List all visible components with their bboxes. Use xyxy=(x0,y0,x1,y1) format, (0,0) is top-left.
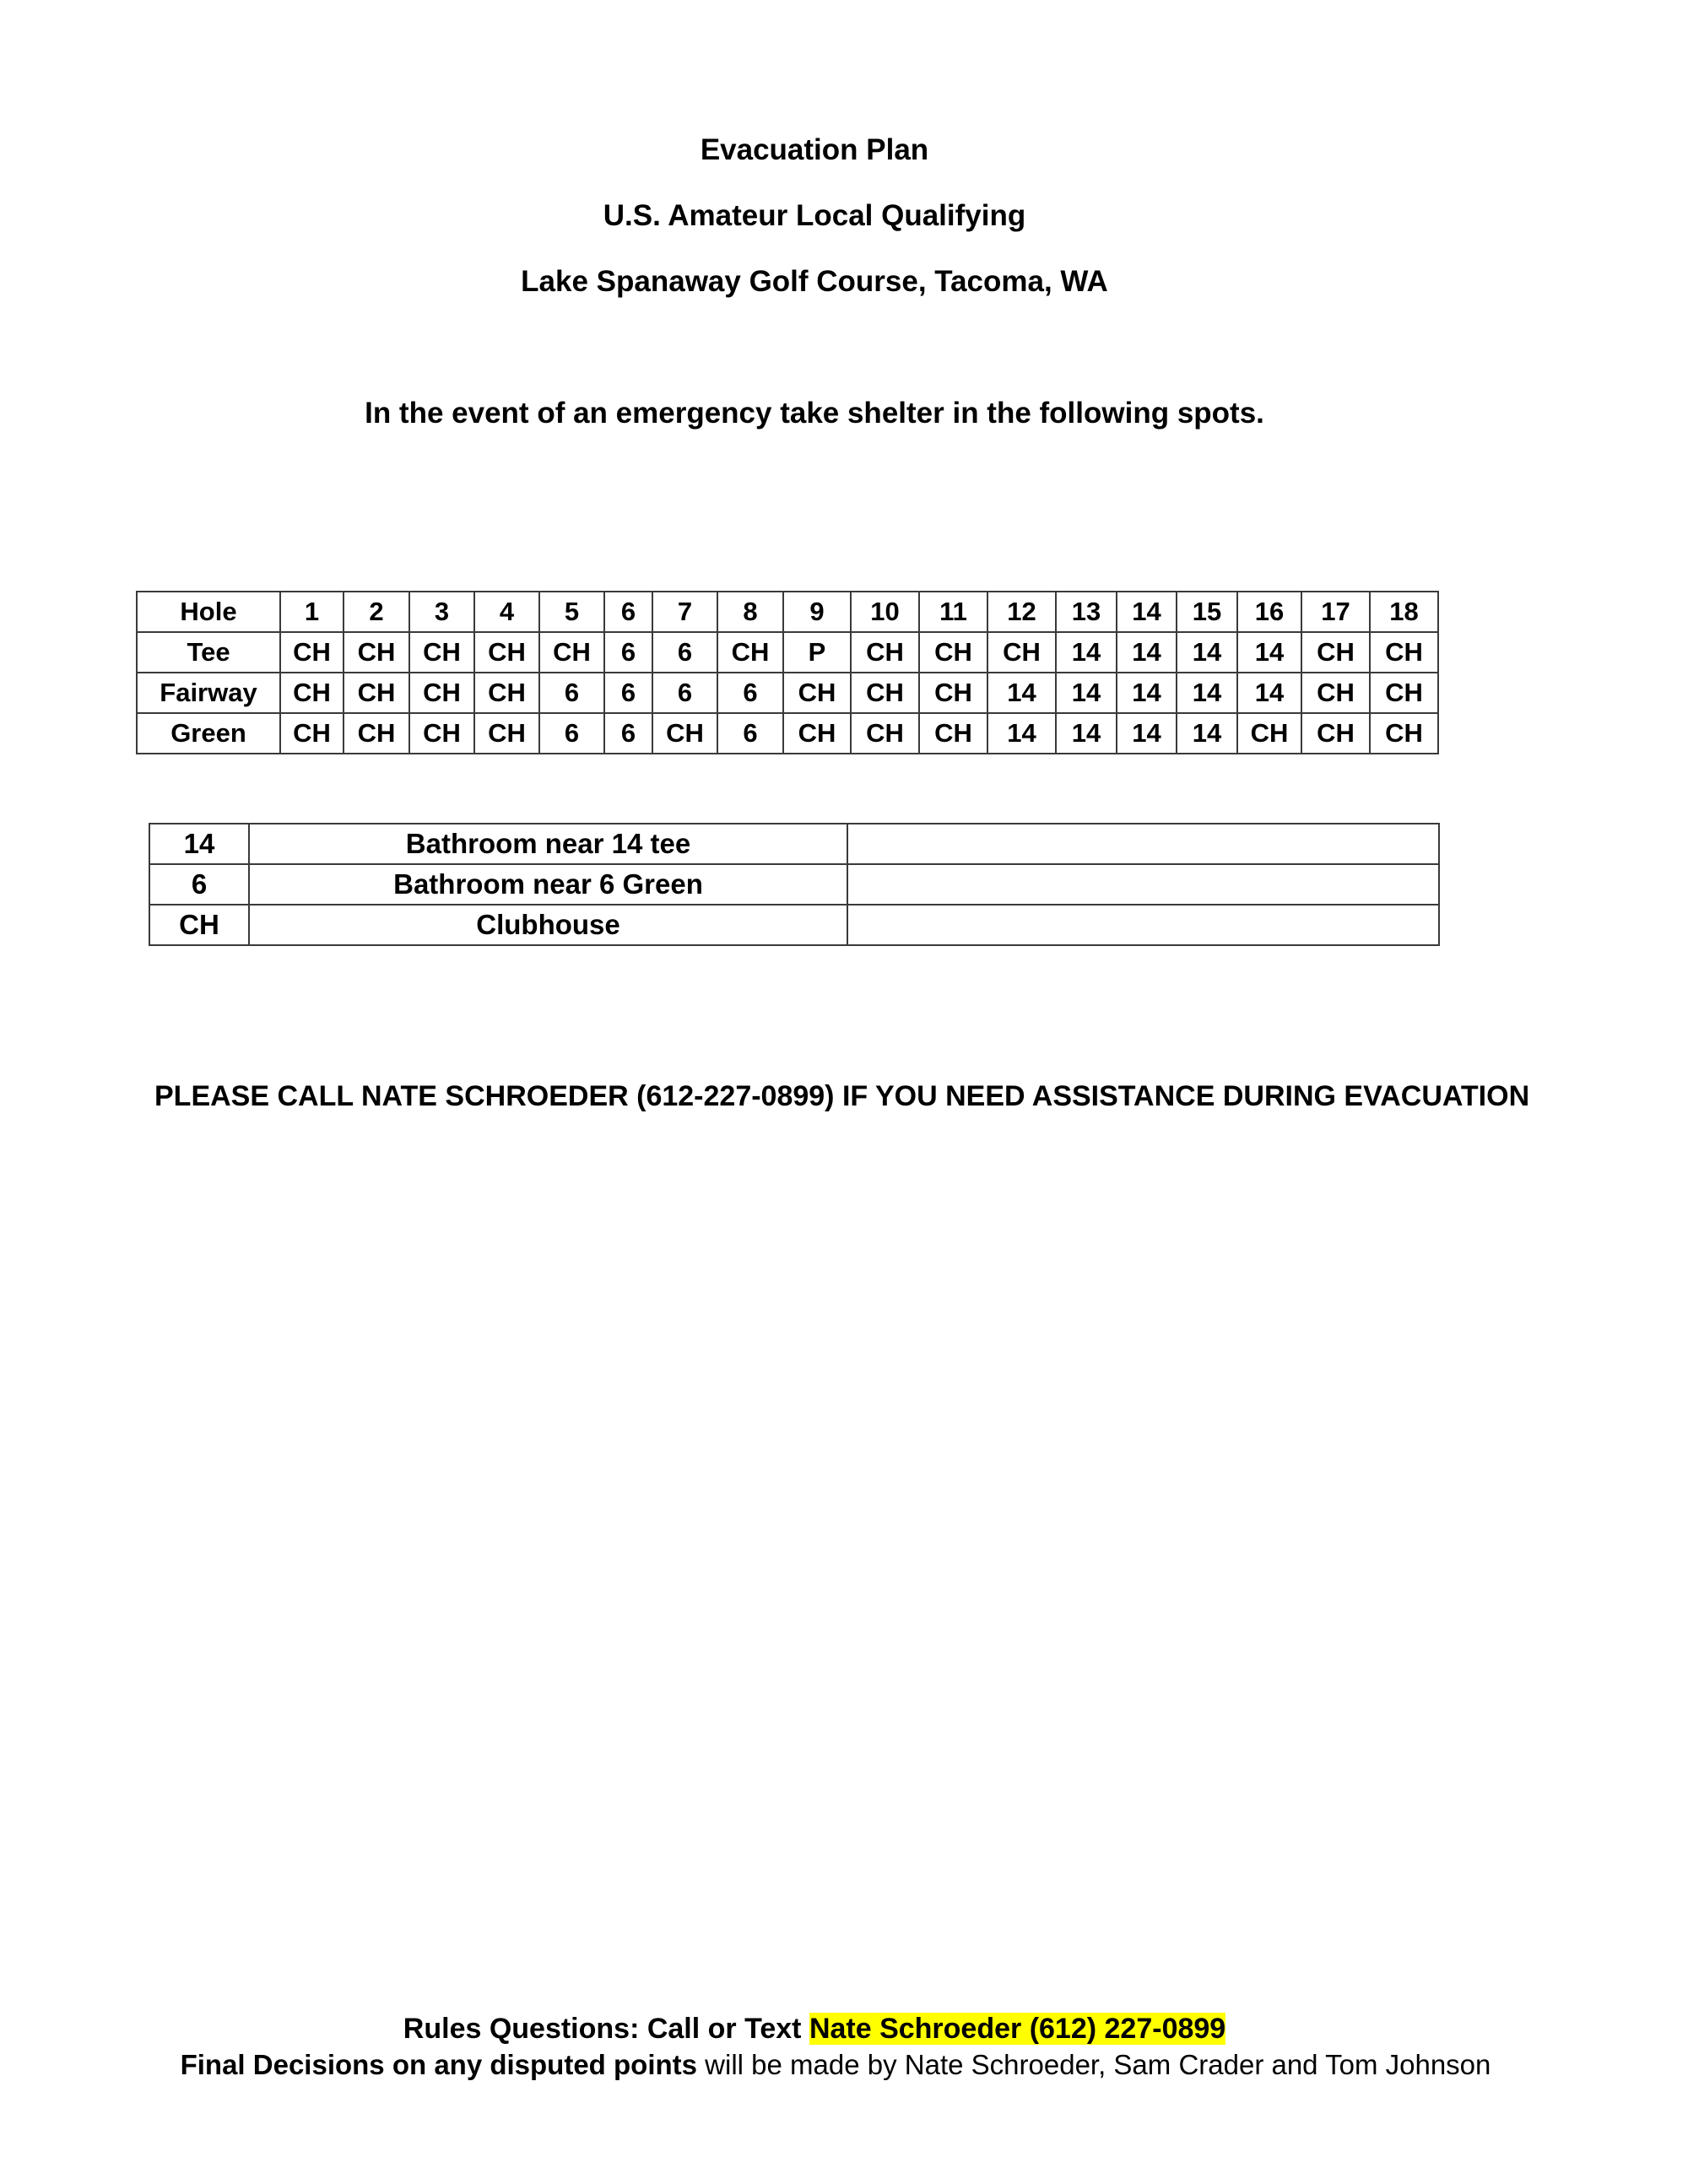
table-cell: CH xyxy=(344,673,409,713)
event-name: U.S. Amateur Local Qualifying xyxy=(603,199,1026,232)
table-cell: 14 xyxy=(987,713,1056,754)
table-cell: 7 xyxy=(652,592,717,632)
table-cell: 14 xyxy=(1237,632,1301,673)
table-cell xyxy=(847,864,1439,905)
table-cell: Bathroom near 6 Green xyxy=(249,864,847,905)
table-cell: 6 xyxy=(604,673,652,713)
rules-contact-highlight: Nate Schroeder (612) 227-0899 xyxy=(809,2013,1226,2045)
table-cell: CH xyxy=(344,713,409,754)
rules-prefix: Rules Questions: Call or Text xyxy=(403,2013,809,2045)
table-cell: 14 xyxy=(1177,632,1237,673)
shelter-instruction: In the event of an emergency take shelter in the following spots. xyxy=(365,397,1264,430)
table-cell: Bathroom near 14 tee xyxy=(249,824,847,864)
table-cell: 15 xyxy=(1177,592,1237,632)
table-cell: 14 xyxy=(1117,673,1177,713)
table-cell: 6 xyxy=(604,713,652,754)
table-row xyxy=(137,713,1438,754)
table-cell: 6 xyxy=(652,632,717,673)
table-cell: 14 xyxy=(1056,632,1117,673)
table-cell: 14 xyxy=(1056,713,1117,754)
table-cell: CH xyxy=(919,673,987,713)
table-cell: CH xyxy=(280,713,344,754)
table-cell: 14 xyxy=(149,824,249,864)
table-cell: CH xyxy=(280,632,344,673)
table-cell: CH xyxy=(987,632,1056,673)
table-cell: 4 xyxy=(474,592,539,632)
table-cell: CH xyxy=(851,632,919,673)
table-cell: CH xyxy=(539,632,604,673)
rules-questions-line xyxy=(0,2013,1629,2046)
legend-row xyxy=(149,824,1439,864)
table-cell: 16 xyxy=(1237,592,1301,632)
table-cell: 6 xyxy=(604,592,652,632)
table-cell: 12 xyxy=(987,592,1056,632)
table-cell: 14 xyxy=(1117,632,1177,673)
table-cell: Hole xyxy=(137,592,280,632)
table-cell: CH xyxy=(1370,632,1438,673)
table-cell: 14 xyxy=(1056,673,1117,713)
shelter-legend-table xyxy=(149,823,1440,946)
table-cell: CH xyxy=(1301,713,1370,754)
table-cell: 14 xyxy=(987,673,1056,713)
table-cell: CH xyxy=(1370,673,1438,713)
table-cell xyxy=(847,824,1439,864)
table-cell: 14 xyxy=(1117,713,1177,754)
table-cell: CH xyxy=(919,713,987,754)
table-cell: P xyxy=(783,632,851,673)
table-cell: CH xyxy=(717,632,783,673)
table-cell: 6 xyxy=(149,864,249,905)
table-row xyxy=(137,632,1438,673)
table-cell: Green xyxy=(137,713,280,754)
table-cell: 14 xyxy=(1177,673,1237,713)
table-cell: 13 xyxy=(1056,592,1117,632)
legend-row xyxy=(149,864,1439,905)
table-cell: 6 xyxy=(717,713,783,754)
table-cell: 17 xyxy=(1301,592,1370,632)
table-cell: 6 xyxy=(604,632,652,673)
table-cell: 3 xyxy=(409,592,474,632)
final-decisions-line xyxy=(0,2049,1671,2081)
final-decisions-rest: will be made by Nate Schroeder, Sam Crader and Tom Johnson xyxy=(697,2049,1491,2080)
table-cell: CH xyxy=(783,673,851,713)
table-cell: 1 xyxy=(280,592,344,632)
table-cell: 11 xyxy=(919,592,987,632)
table-cell: CH xyxy=(344,632,409,673)
table-cell: 2 xyxy=(344,592,409,632)
table-cell: Clubhouse xyxy=(249,905,847,945)
table-cell: CH xyxy=(1237,713,1301,754)
table-cell: CH xyxy=(474,673,539,713)
table-cell: CH xyxy=(280,673,344,713)
table-cell: CH xyxy=(409,673,474,713)
assistance-notice: PLEASE CALL NATE SCHROEDER (612-227-0899) IF YOU NEED ASSISTANCE DURING EVACUATION xyxy=(154,1080,1530,1112)
shelter-by-hole-table xyxy=(136,591,1439,754)
table-row xyxy=(137,592,1438,632)
final-decisions-bold: Final Decisions on any disputed points xyxy=(180,2049,697,2080)
table-cell: Fairway xyxy=(137,673,280,713)
table-cell: 5 xyxy=(539,592,604,632)
table-cell: 6 xyxy=(717,673,783,713)
table-cell: Tee xyxy=(137,632,280,673)
document-title: Evacuation Plan xyxy=(700,133,929,166)
table-row xyxy=(137,673,1438,713)
table-cell: 6 xyxy=(539,713,604,754)
table-cell: CH xyxy=(1370,713,1438,754)
table-cell: 6 xyxy=(652,673,717,713)
table-cell: 18 xyxy=(1370,592,1438,632)
table-cell: 8 xyxy=(717,592,783,632)
table-cell: CH xyxy=(851,673,919,713)
table-cell: 10 xyxy=(851,592,919,632)
legend-row xyxy=(149,905,1439,945)
table-cell: CH xyxy=(851,713,919,754)
table-cell: CH xyxy=(1301,632,1370,673)
table-cell: CH xyxy=(149,905,249,945)
table-cell xyxy=(847,905,1439,945)
table-cell: CH xyxy=(652,713,717,754)
table-cell: CH xyxy=(1301,673,1370,713)
table-cell: 9 xyxy=(783,592,851,632)
table-cell: 6 xyxy=(539,673,604,713)
table-cell: 14 xyxy=(1117,592,1177,632)
table-cell: CH xyxy=(474,713,539,754)
table-cell: CH xyxy=(474,632,539,673)
table-cell: CH xyxy=(409,632,474,673)
table-cell: CH xyxy=(783,713,851,754)
venue-name: Lake Spanaway Golf Course, Tacoma, WA xyxy=(521,265,1108,298)
table-cell: 14 xyxy=(1177,713,1237,754)
table-cell: CH xyxy=(409,713,474,754)
table-cell: CH xyxy=(919,632,987,673)
table-cell: 14 xyxy=(1237,673,1301,713)
